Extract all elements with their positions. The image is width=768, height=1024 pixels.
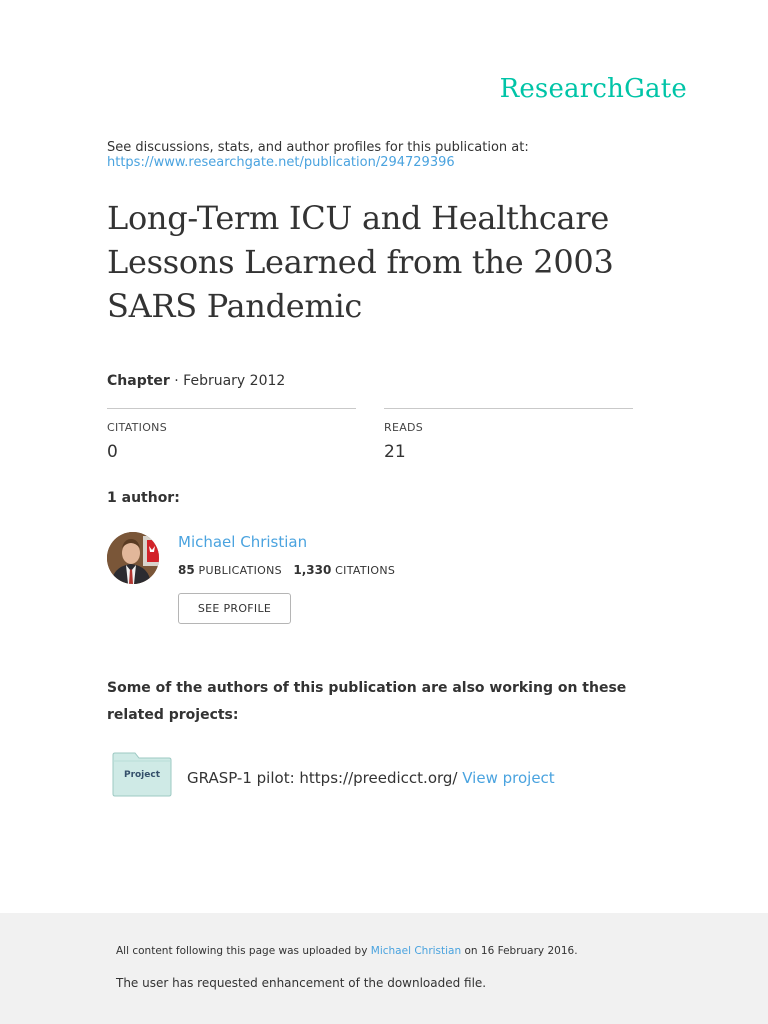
- see-profile-button[interactable]: SEE PROFILE: [178, 593, 291, 624]
- publication-meta: [107, 373, 285, 389]
- see-discussions-text: See discussions, stats, and author profiles for this publication at:: [107, 140, 529, 155]
- upload-notice: [116, 945, 578, 957]
- author-citations-count: 1,330: [293, 563, 332, 577]
- enhancement-notice: The user has requested enhancement of the downloaded file.: [116, 976, 487, 990]
- author-stats: [178, 563, 395, 577]
- citations-value: 0: [107, 442, 118, 462]
- uploader-link[interactable]: Michael Christian: [370, 945, 462, 957]
- author-photo: [107, 532, 159, 584]
- author-publications-label: PUBLICATIONS: [198, 564, 282, 577]
- publication-url-link[interactable]: https://www.researchgate.net/publication/294729396: [107, 155, 455, 170]
- reads-value: 21: [384, 442, 406, 462]
- citations-label: CITATIONS: [107, 421, 167, 434]
- reads-label: READS: [384, 421, 424, 434]
- author-name-link[interactable]: Michael Christian: [178, 533, 308, 551]
- view-project-link[interactable]: View project: [462, 769, 555, 787]
- footer: [0, 913, 768, 1024]
- folder-label: Project: [123, 770, 161, 780]
- author-citations-label: CITATIONS: [335, 564, 396, 577]
- related-projects-heading: Some of the authors of this publication are also working on these related projects:: [107, 680, 627, 723]
- reads-divider: [384, 408, 633, 409]
- authors-heading: 1 author:: [107, 490, 180, 506]
- publication-date: February 2012: [183, 373, 286, 389]
- author-avatar[interactable]: [107, 532, 159, 584]
- meta-separator: ·: [169, 373, 184, 389]
- citations-divider: [107, 408, 356, 409]
- researchgate-logo[interactable]: ResearchGate: [499, 74, 687, 104]
- author-publications-count: 85: [178, 563, 195, 577]
- upload-prefix: All content following this page was uploaded by: [116, 945, 368, 957]
- project-entry: [187, 769, 555, 787]
- publication-type: Chapter: [107, 373, 170, 389]
- project-description: GRASP-1 pilot: https://preedicct.org/: [187, 769, 458, 787]
- upload-suffix: on 16 February 2016.: [464, 945, 578, 957]
- publication-title: Long-Term ICU and Healthcare Lessons Learned from the 2003 SARS Pandemic: [107, 199, 614, 325]
